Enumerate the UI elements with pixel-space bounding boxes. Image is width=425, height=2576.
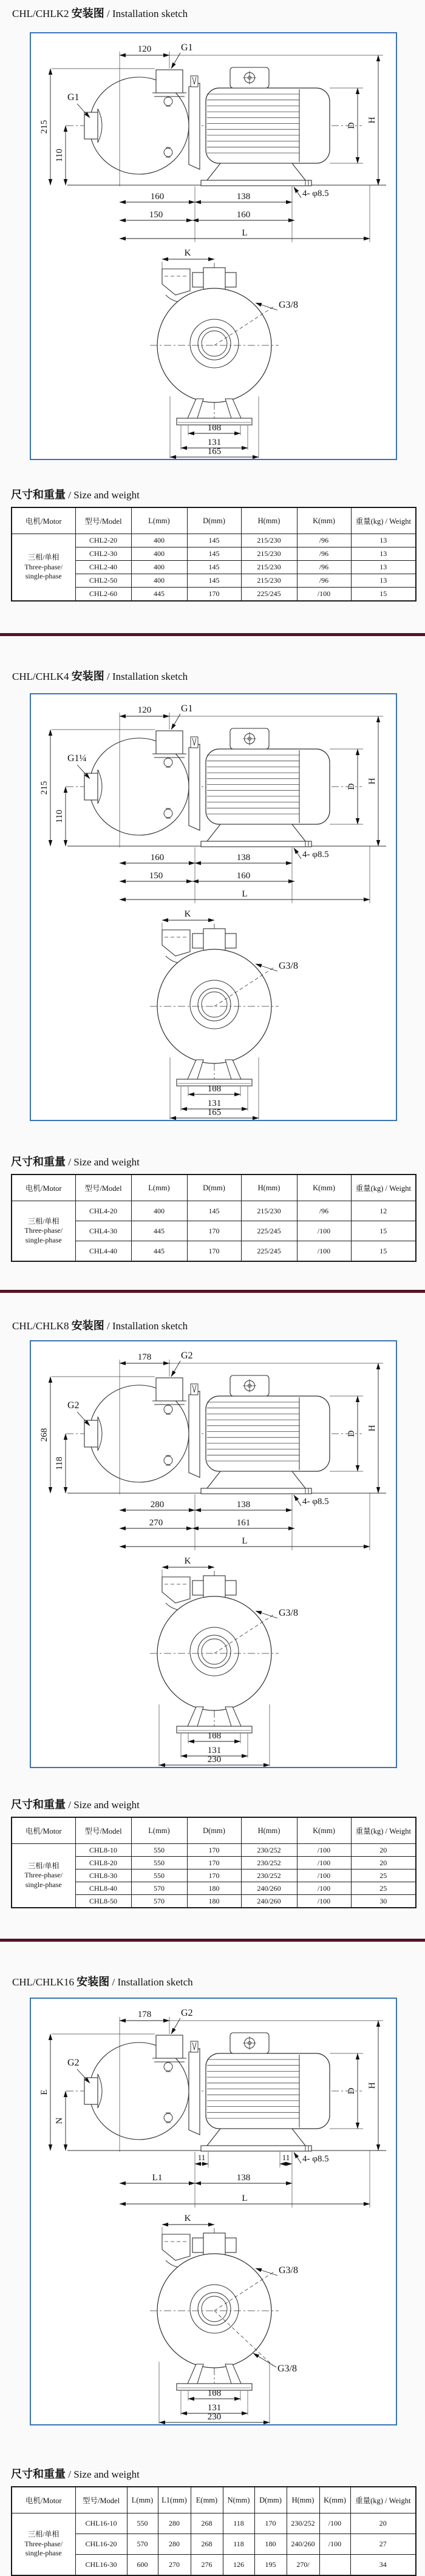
size-weight-table <box>11 507 416 602</box>
cell: 20 <box>351 1857 416 1869</box>
svg-text:D: D <box>347 2087 356 2095</box>
cell: /100 <box>319 2534 350 2555</box>
title-en: / Installation sketch <box>107 671 188 682</box>
svg-text:108: 108 <box>207 423 222 433</box>
cell: 145 <box>187 1201 241 1221</box>
cell: 20 <box>351 1844 416 1857</box>
column-header: D(mm) <box>187 1174 241 1201</box>
cell: 170 <box>254 2513 287 2534</box>
installation-sketch-box <box>30 32 397 460</box>
svg-text:G3/8: G3/8 <box>279 2265 298 2276</box>
cell: 180 <box>254 2534 287 2555</box>
svg-text:110: 110 <box>55 149 64 162</box>
side-view <box>39 1351 386 1550</box>
size-weight-table-wrap <box>0 507 425 602</box>
cell: CHL16-20 <box>75 2534 127 2555</box>
cell: 268 <box>191 2534 223 2555</box>
column-header: 重量(kg) / Weight <box>351 507 416 534</box>
column-header: 电机/Motor <box>12 507 75 534</box>
section-chlk16 <box>0 1942 425 2576</box>
cell: 445 <box>131 588 187 602</box>
cell: 230/252 <box>241 1844 297 1857</box>
size-weight-table <box>11 1174 416 1262</box>
column-header: 型号/Model <box>75 507 131 534</box>
cell: 25 <box>351 1869 416 1882</box>
svg-text:L: L <box>242 2194 248 2203</box>
cell: 170 <box>187 588 241 602</box>
svg-text:131: 131 <box>207 2403 222 2413</box>
svg-text:165: 165 <box>207 447 222 456</box>
svg-text:161: 161 <box>236 1518 251 1528</box>
motor-cell: 三相/单相 Three-phase/ single-phase <box>12 1844 75 1908</box>
svg-text:215: 215 <box>39 781 49 795</box>
column-header: 电机/Motor <box>12 1174 75 1201</box>
motor-cell: 三相/单相 Three-phase/ single-phase <box>12 534 75 602</box>
column-header: H(mm) <box>287 2487 319 2513</box>
svg-text:L: L <box>242 1536 248 1546</box>
cell: /100 <box>297 1895 351 1908</box>
svg-text:120: 120 <box>137 44 152 54</box>
cell: /100 <box>297 588 351 602</box>
size-weight-table <box>11 2486 416 2576</box>
cell: 13 <box>351 534 416 547</box>
svg-text:118: 118 <box>55 1457 64 1470</box>
cell: 276 <box>191 2555 223 2576</box>
svg-text:138: 138 <box>236 192 251 202</box>
cell: CHL2-50 <box>75 574 131 588</box>
svg-text:11: 11 <box>282 2153 290 2162</box>
cell: 570 <box>131 1895 187 1908</box>
cell: 145 <box>187 547 241 561</box>
column-header: L(mm) <box>127 2487 158 2513</box>
svg-text:108: 108 <box>207 1084 222 1094</box>
installation-sketch-drawing <box>31 33 396 459</box>
table-row <box>12 534 416 547</box>
size-weight-table <box>11 1817 416 1908</box>
svg-text:230: 230 <box>207 1755 222 1764</box>
svg-text:138: 138 <box>236 2173 251 2183</box>
installation-sketch-box <box>30 693 397 1121</box>
front-view <box>150 909 298 1119</box>
svg-text:H: H <box>367 1425 377 1432</box>
cell: 180 <box>187 1895 241 1908</box>
column-header: 电机/Motor <box>12 1817 75 1844</box>
cell: /100 <box>297 1241 351 1262</box>
svg-text:138: 138 <box>236 1500 251 1510</box>
cell: 180 <box>187 1882 241 1895</box>
svg-text:178: 178 <box>137 1352 152 1362</box>
column-header: E(mm) <box>191 2487 223 2513</box>
column-header: 型号/Model <box>75 2487 127 2513</box>
section-chlk4 <box>0 636 425 1293</box>
cell: 15 <box>351 1241 416 1262</box>
title-cn: 安装图 <box>76 1976 110 1988</box>
column-header: 重量(kg) / Weight <box>351 1174 416 1201</box>
cell: 400 <box>131 547 187 561</box>
column-header: D(mm) <box>187 507 241 534</box>
cell: /100 <box>319 2513 350 2534</box>
section-title <box>12 1942 425 1991</box>
svg-text:H: H <box>367 117 377 124</box>
svg-text:11: 11 <box>197 2153 206 2162</box>
cell: 20 <box>350 2513 416 2534</box>
cell: 215/230 <box>241 1201 297 1221</box>
size-weight-table-wrap <box>0 2486 425 2576</box>
cell: 550 <box>131 1857 187 1869</box>
svg-text:G1: G1 <box>181 703 193 714</box>
column-header: L(mm) <box>131 507 187 534</box>
cell: /96 <box>297 561 351 574</box>
cell: 400 <box>131 534 187 547</box>
cell: 400 <box>131 561 187 574</box>
svg-text:108: 108 <box>207 2388 222 2398</box>
svg-text:K: K <box>184 909 191 919</box>
cell: 400 <box>131 574 187 588</box>
table-row <box>12 2513 416 2534</box>
front-view <box>150 2214 298 2424</box>
size-weight-heading: 尺寸和重量 / Size and weight <box>11 489 140 501</box>
svg-text:268: 268 <box>39 1428 49 1442</box>
svg-text:D: D <box>347 1430 356 1437</box>
size-weight-heading: 尺寸和重量 / Size and weight <box>11 1156 140 1168</box>
cell: CHL2-20 <box>75 534 131 547</box>
cell: /96 <box>297 534 351 547</box>
cell: 25 <box>351 1882 416 1895</box>
installation-sketch-box <box>30 1340 397 1768</box>
cell: 280 <box>158 2534 191 2555</box>
svg-text:160: 160 <box>236 871 251 881</box>
motor-cell: 三相/单相 Three-phase/ single-phase <box>12 1201 75 1262</box>
cell: 13 <box>351 574 416 588</box>
svg-text:G2: G2 <box>181 1351 193 1361</box>
svg-text:G3/8: G3/8 <box>279 1608 298 1618</box>
cell: 126 <box>223 2555 254 2576</box>
title-model: CHL/CHLK16 <box>12 1976 74 1988</box>
cell: 550 <box>131 1844 187 1857</box>
cell: 270/ <box>287 2555 319 2576</box>
svg-text:120: 120 <box>137 705 152 715</box>
cell: 13 <box>351 547 416 561</box>
svg-text:4- φ8.5: 4- φ8.5 <box>302 1497 329 1507</box>
title-cn: 安装图 <box>71 7 104 20</box>
svg-text:160: 160 <box>150 192 165 202</box>
cell: 445 <box>131 1221 187 1241</box>
cell: 215/230 <box>241 534 297 547</box>
side-view <box>39 2008 386 2208</box>
svg-text:E: E <box>39 2089 49 2095</box>
svg-text:215: 215 <box>39 120 49 134</box>
column-header: K(mm) <box>319 2487 350 2513</box>
section-title <box>12 0 425 23</box>
cell: 170 <box>187 1857 241 1869</box>
cell: CHL8-10 <box>75 1844 131 1857</box>
column-header: K(mm) <box>297 507 351 534</box>
svg-text:230: 230 <box>207 2412 222 2422</box>
svg-text:160: 160 <box>150 853 165 863</box>
cell: CHL4-20 <box>75 1201 131 1221</box>
cell: /100 <box>297 1857 351 1869</box>
svg-text:D: D <box>347 122 356 129</box>
column-header: L(mm) <box>131 1174 187 1201</box>
column-header: 电机/Motor <box>12 2487 75 2513</box>
table-row <box>12 1201 416 1221</box>
cell: 400 <box>131 1201 187 1221</box>
cell: /100 <box>297 1844 351 1857</box>
front-view <box>150 1556 298 1766</box>
cell: 225/245 <box>241 588 297 602</box>
cell: 30 <box>351 1895 416 1908</box>
cell: CHL16-30 <box>75 2555 127 2576</box>
title-en: / Installation sketch <box>112 1976 193 1988</box>
svg-text:131: 131 <box>207 1746 222 1755</box>
cell: 170 <box>187 1221 241 1241</box>
cell: 215/230 <box>241 547 297 561</box>
svg-text:N: N <box>55 2117 64 2124</box>
cell: 550 <box>131 1869 187 1882</box>
section-chlk2 <box>0 0 425 636</box>
cell: 15 <box>351 588 416 602</box>
cell: 550 <box>127 2513 158 2534</box>
installation-sketch-box <box>30 1998 397 2425</box>
cell: /100 <box>297 1882 351 1895</box>
size-weight-table-wrap <box>0 1174 425 1262</box>
cell: 118 <box>223 2513 254 2534</box>
svg-text:D: D <box>347 783 356 790</box>
cell: 240/260 <box>241 1895 297 1908</box>
column-header: H(mm) <box>241 1817 297 1844</box>
svg-text:G2: G2 <box>181 2008 193 2018</box>
column-header: K(mm) <box>297 1174 351 1201</box>
svg-text:160: 160 <box>236 210 251 220</box>
table-row <box>12 1844 416 1857</box>
cell: 240/260 <box>241 1882 297 1895</box>
cell: 195 <box>254 2555 287 2576</box>
svg-text:110: 110 <box>55 810 64 823</box>
svg-text:131: 131 <box>207 1099 222 1108</box>
cell: CHL8-30 <box>75 1869 131 1882</box>
cell: CHL2-30 <box>75 547 131 561</box>
svg-text:G1¼: G1¼ <box>67 753 87 764</box>
cell: 570 <box>127 2534 158 2555</box>
svg-text:G3/8: G3/8 <box>279 300 298 310</box>
svg-text:G2: G2 <box>67 2058 80 2068</box>
svg-text:K: K <box>184 1556 191 1566</box>
column-header: D(mm) <box>254 2487 287 2513</box>
cell: 170 <box>187 1844 241 1857</box>
cell: 12 <box>351 1201 416 1221</box>
section-title <box>12 1293 425 1335</box>
title-en: / Installation sketch <box>107 1320 188 1332</box>
size-weight-heading: 尺寸和重量 / Size and weight <box>11 2468 140 2481</box>
size-weight-heading: 尺寸和重量 / Size and weight <box>11 1798 140 1811</box>
column-header: L1(mm) <box>158 2487 191 2513</box>
cell: CHL16-10 <box>75 2513 127 2534</box>
svg-text:165: 165 <box>207 1108 222 1117</box>
cell: 215/230 <box>241 574 297 588</box>
svg-text:280: 280 <box>150 1500 165 1510</box>
cell: /96 <box>297 574 351 588</box>
svg-text:G1: G1 <box>67 92 80 103</box>
svg-text:G3/8: G3/8 <box>277 2364 297 2374</box>
cell: 230/252 <box>241 1869 297 1882</box>
title-model: CHL/CHLK2 <box>12 8 69 19</box>
svg-text:L1: L1 <box>152 2173 163 2183</box>
size-weight-table-wrap <box>0 1817 425 1908</box>
column-header: K(mm) <box>297 1817 351 1844</box>
cell: 230/252 <box>241 1857 297 1869</box>
cell: 240/260 <box>287 2534 319 2555</box>
svg-text:270: 270 <box>149 1518 163 1528</box>
cell: 445 <box>131 1241 187 1262</box>
column-header: 重量(kg) / Weight <box>351 1817 416 1844</box>
column-header: D(mm) <box>187 1817 241 1844</box>
cell: 145 <box>187 561 241 574</box>
column-header: N(mm) <box>223 2487 254 2513</box>
cell: 15 <box>351 1221 416 1241</box>
title-en: / Installation sketch <box>107 8 188 19</box>
cell: /96 <box>297 547 351 561</box>
cell: CHL8-40 <box>75 1882 131 1895</box>
column-header: 型号/Model <box>75 1174 131 1201</box>
svg-text:K: K <box>184 248 191 258</box>
svg-text:K: K <box>184 2214 191 2223</box>
cell: 145 <box>187 534 241 547</box>
cell: CHL4-30 <box>75 1221 131 1241</box>
title-model: CHL/CHLK8 <box>12 1320 69 1332</box>
svg-text:4- φ8.5: 4- φ8.5 <box>302 2154 329 2164</box>
cell: 34 <box>350 2555 416 2576</box>
cell: 280 <box>158 2513 191 2534</box>
cell: 270 <box>158 2555 191 2576</box>
cell: /100 <box>297 1221 351 1241</box>
cell: 225/245 <box>241 1241 297 1262</box>
cell: CHL8-50 <box>75 1895 131 1908</box>
side-view <box>39 42 386 242</box>
svg-text:131: 131 <box>207 438 222 447</box>
svg-text:L: L <box>242 889 248 899</box>
cell: 268 <box>191 2513 223 2534</box>
column-header: 重量(kg) / Weight <box>350 2487 416 2513</box>
cell: 27 <box>350 2534 416 2555</box>
cell: 600 <box>127 2555 158 2576</box>
svg-text:178: 178 <box>137 2010 152 2019</box>
cell: CHL2-60 <box>75 588 131 602</box>
column-header: L(mm) <box>131 1817 187 1844</box>
cell: 145 <box>187 574 241 588</box>
cell: CHL2-40 <box>75 561 131 574</box>
svg-text:G2: G2 <box>67 1400 80 1411</box>
title-cn: 安装图 <box>71 670 104 683</box>
cell: 570 <box>131 1882 187 1895</box>
cell: 215/230 <box>241 561 297 574</box>
motor-cell: 三相/单相 Three-phase/ single-phase <box>12 2513 75 2576</box>
svg-text:150: 150 <box>149 210 163 220</box>
svg-text:H: H <box>367 2082 377 2089</box>
svg-text:138: 138 <box>236 853 251 863</box>
side-view <box>39 703 386 903</box>
svg-text:G1: G1 <box>181 42 193 53</box>
cell: CHL8-20 <box>75 1857 131 1869</box>
cell: 170 <box>187 1869 241 1882</box>
cell: /100 <box>297 1869 351 1882</box>
installation-sketch-drawing <box>31 1341 396 1767</box>
svg-text:H: H <box>367 778 377 785</box>
cell: 225/245 <box>241 1221 297 1241</box>
column-header: H(mm) <box>241 1174 297 1201</box>
cell: 13 <box>351 561 416 574</box>
title-cn: 安装图 <box>71 1320 104 1332</box>
installation-sketch-drawing <box>31 694 396 1120</box>
title-model: CHL/CHLK4 <box>12 671 69 682</box>
svg-text:4- φ8.5: 4- φ8.5 <box>302 850 329 859</box>
cell: CHL4-40 <box>75 1241 131 1262</box>
cell: 230/252 <box>287 2513 319 2534</box>
section-title <box>12 636 425 686</box>
svg-text:4- φ8.5: 4- φ8.5 <box>302 189 329 198</box>
cell <box>319 2555 350 2576</box>
cell: 118 <box>223 2534 254 2555</box>
cell: /96 <box>297 1201 351 1221</box>
svg-text:150: 150 <box>149 871 163 881</box>
svg-text:L: L <box>242 228 248 238</box>
front-view <box>150 248 298 458</box>
svg-text:G3/8: G3/8 <box>279 961 298 971</box>
column-header: 型号/Model <box>75 1817 131 1844</box>
column-header: H(mm) <box>241 507 297 534</box>
svg-text:108: 108 <box>207 1731 222 1741</box>
installation-sketch-drawing <box>31 1999 396 2424</box>
cell: 170 <box>187 1241 241 1262</box>
section-chlk8 <box>0 1293 425 1942</box>
